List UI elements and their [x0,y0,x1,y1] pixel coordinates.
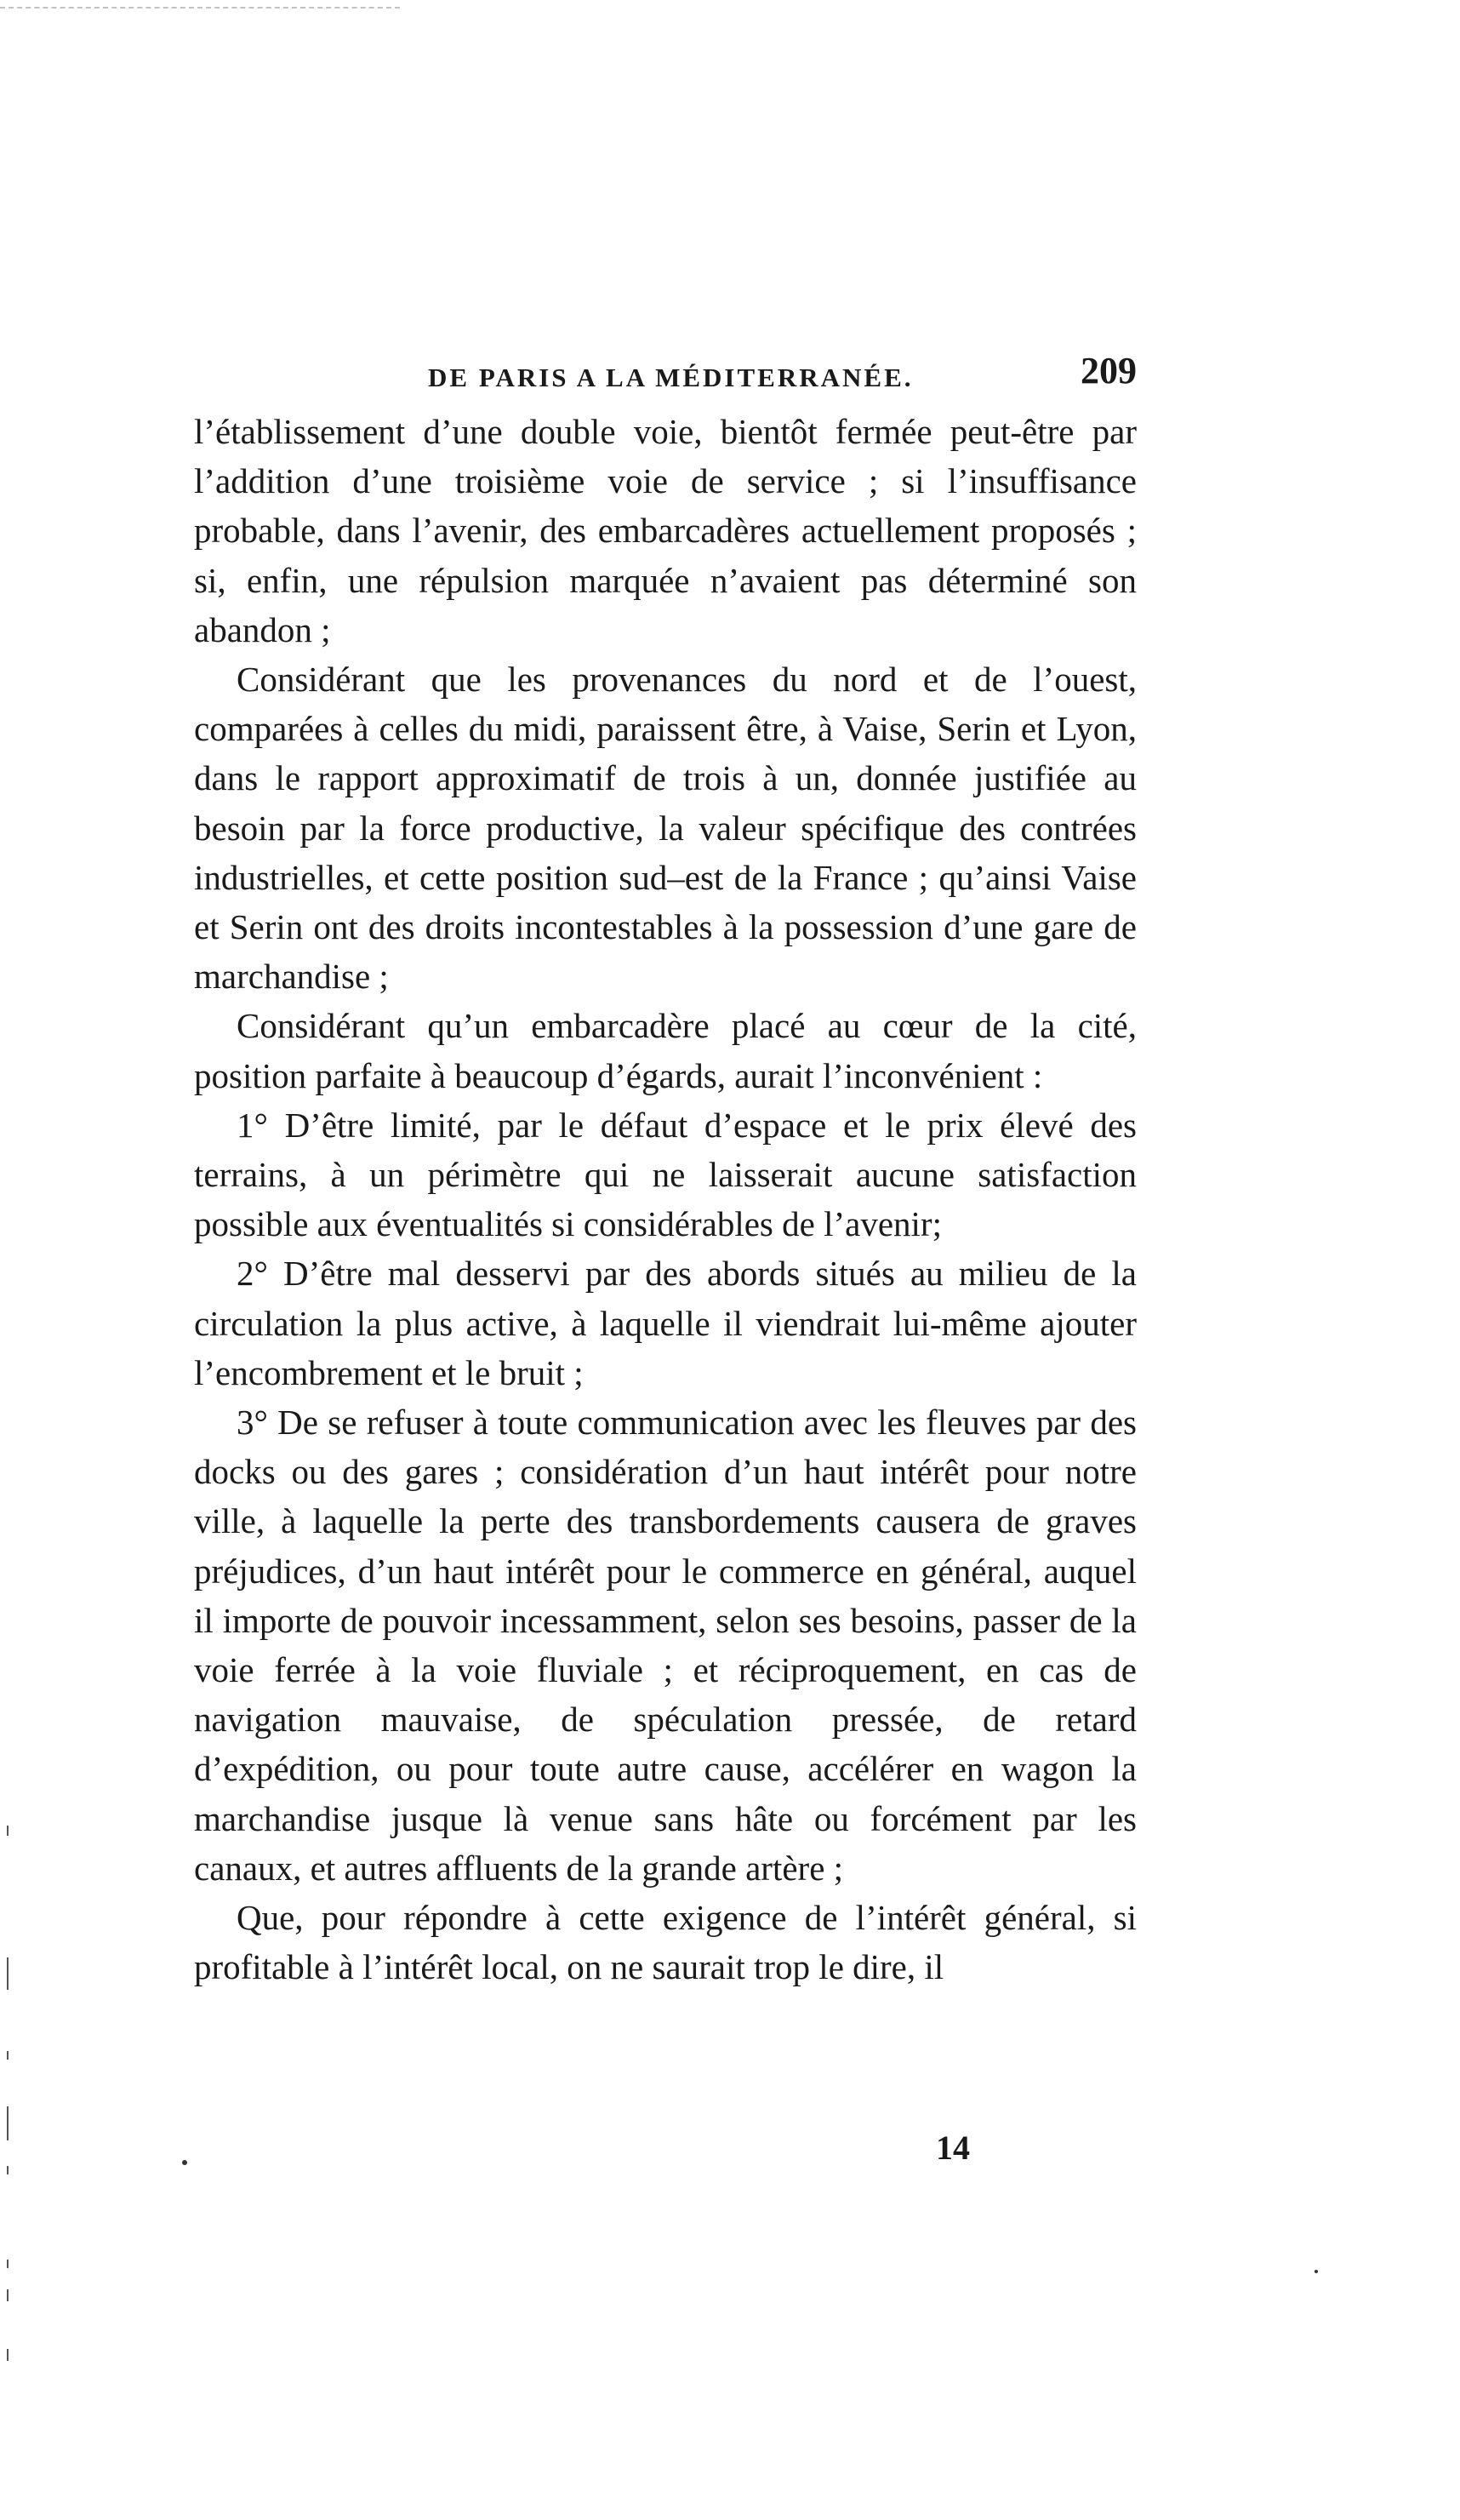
paragraph: l’établissement d’une double voie, bientôt fermée peut-être par l’addition d’une troisième voie de service ; si l’insuffisance probable, dans l’avenir, des embarcadères actuellement proposés ; si, enfin, une répulsion marquée n’avaient pas déterminé son abandon ; [194,412,1137,649]
paragraph: 1° D’être limité, par le défaut d’espace et le prix élevé des terrains, à un périmètre qui ne laisserait aucune satisfaction possible aux éventualités si considérables de l’avenir; [194,1105,1137,1244]
scan-edge-line [7,1826,9,1836]
scan-edge-line [7,2051,9,2060]
ink-speck [1315,2270,1318,2273]
scan-edge-line [7,2166,9,2174]
scan-edge-line [7,1957,9,1990]
paragraph: Que, pour répondre à cette exigence de l’intérêt général, si profitable à l’intérêt local, on ne saurait trop le dire, il [194,1898,1137,1987]
page-number: 209 [1081,350,1137,391]
paragraph: 2° D’être mal desservi par des abords situés au milieu de la circulation la plus active, à laquelle il viendrait lui-même ajouter l’encombrement et le bruit ; [194,1254,1137,1392]
page-header [194,347,1137,407]
scan-edge-line [7,2260,9,2268]
running-title: DE PARIS A LA MÉDITERRANÉE. [428,363,914,392]
paragraph: Considérant qu’un embarcadère placé au cœur de la cité, position parfaite à beaucoup d’égards, aurait l’inconvénient : [194,1006,1137,1095]
paragraph: 3° De se refuser à toute communication avec les fleuves par des docks ou des gares ; considération d’un haut intérêt pour notre ville, à laquelle la perte des transbordements causera de graves préjudices, d’un haut intérêt pour le commerce en général, auquel il importe de pouvoir incessamment, selon ses besoins, passer de la voie ferrée à la voie fluviale ; et réciproquement, en cas de navigation mauvaise, de spéculation pressée, de retard d’expédition, ou pour toute autre cause, accélérer en wagon la marchandise jusque là venue sans hâte ou forcément par les canaux, et autres affluents de la grande artère ; [194,1403,1137,1888]
ink-speck [182,2160,187,2165]
scan-edge-line [7,2289,9,2301]
paragraph: Considérant que les provenances du nord et de l’ouest, comparées à celles du midi, paraissent être, à Vaise, Serin et Lyon, dans le rapport approximatif de trois à un, donnée justifiée au besoin par la force productive, la valeur spécifique des contrées industrielles, et cette position sud–est de la France ; qu’ainsi Vaise et Serin ont des droits incontestables à la possession d’une gare de marchandise ; [194,660,1137,997]
scan-edge-line [7,2106,9,2140]
body-text [194,407,1137,1992]
scan-edge-line [7,2349,9,2361]
scan-edge-marks [0,7,400,12]
signature-mark: 14 [936,2129,970,2167]
